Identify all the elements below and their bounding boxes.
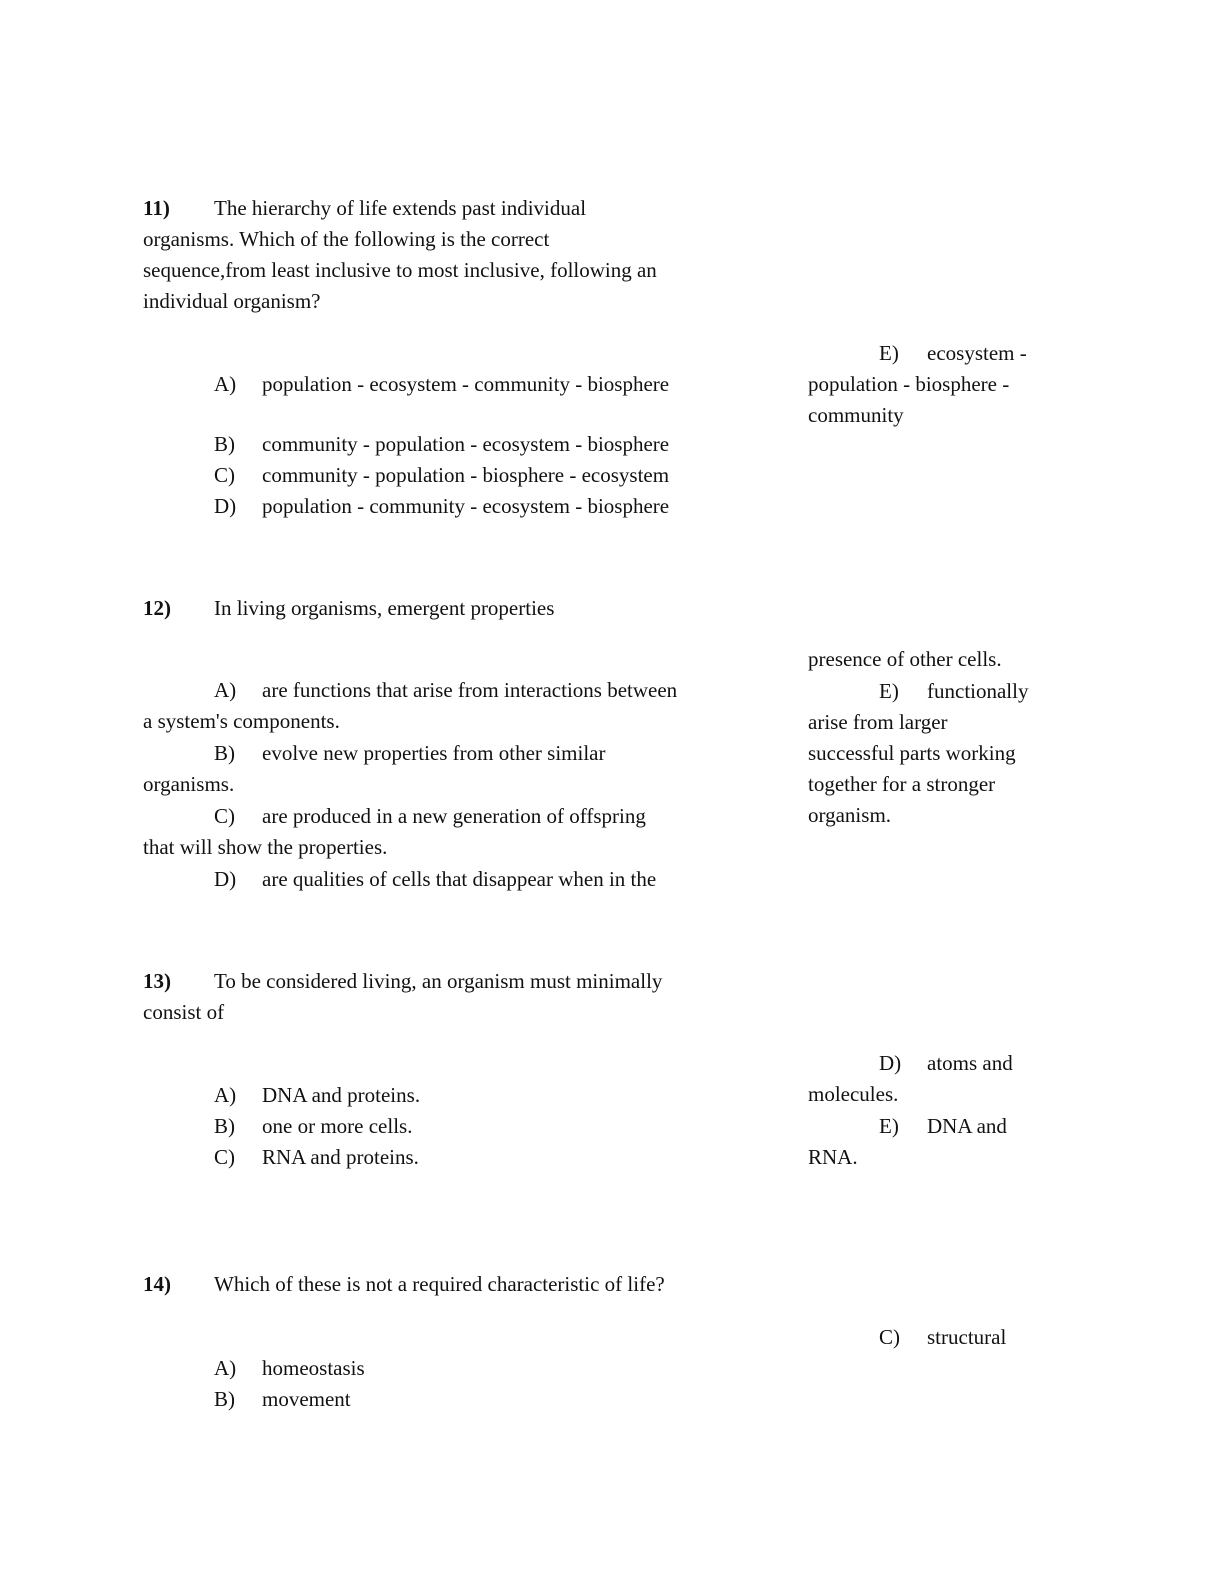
option-a: A) DNA and proteins. — [214, 1083, 421, 1107]
question-11-stem — [143, 193, 657, 317]
option-c: C) are produced in a new generation of offspring that will show the properties. — [143, 804, 646, 859]
question-14-stem — [143, 1269, 665, 1300]
option-a: A) homeostasis — [214, 1356, 365, 1380]
option-b: B) evolve new properties from other similar organisms. — [143, 741, 606, 796]
option-d: D) population - community - ecosystem - biosphere — [214, 494, 670, 518]
stem-line: Which of these is not a required characteristic of life? — [214, 1272, 665, 1296]
option-b: B) movement — [214, 1387, 351, 1411]
question-number: 13) — [143, 969, 171, 993]
stem-line: organisms. Which of the following is the correct — [143, 227, 550, 251]
option-e: E) ecosystem - population - biosphere - community — [808, 341, 1027, 427]
option-c: C) RNA and proteins. — [214, 1145, 419, 1169]
option-b: B) community - population - ecosystem - biosphere — [214, 432, 670, 456]
option-a: A) are functions that arise from interactions between a system's components. — [143, 678, 678, 733]
question-number: 11) — [143, 196, 170, 220]
question-number: 12) — [143, 596, 171, 620]
option-d: D) atoms and molecules. — [808, 1051, 1013, 1106]
stem-line: In living organisms, emergent properties — [214, 596, 555, 620]
option-c: C) structural — [879, 1325, 1007, 1349]
option-a: A) population - ecosystem - community - biosphere — [214, 372, 670, 396]
stem-line: consist of — [143, 1000, 225, 1024]
option-e: E) DNA and RNA. — [808, 1114, 1007, 1169]
option-d-continuation: presence of other cells. — [808, 647, 1002, 671]
option-e: E) functionally arise from larger successful parts working together for a stronger organism. — [808, 679, 1029, 827]
question-12-stem — [143, 593, 554, 624]
stem-line: individual organism? — [143, 289, 321, 313]
question-13-stem — [143, 966, 662, 1028]
option-c: C) community - population - biosphere - ecosystem — [214, 463, 670, 487]
option-b: B) one or more cells. — [214, 1114, 413, 1138]
question-number: 14) — [143, 1272, 171, 1296]
option-d: D) are qualities of cells that disappear when in the — [214, 867, 657, 891]
stem-line: sequence,from least inclusive to most inclusive, following an — [143, 258, 657, 282]
stem-line: To be considered living, an organism must minimally — [214, 969, 663, 993]
stem-line: The hierarchy of life extends past individual — [214, 196, 587, 220]
